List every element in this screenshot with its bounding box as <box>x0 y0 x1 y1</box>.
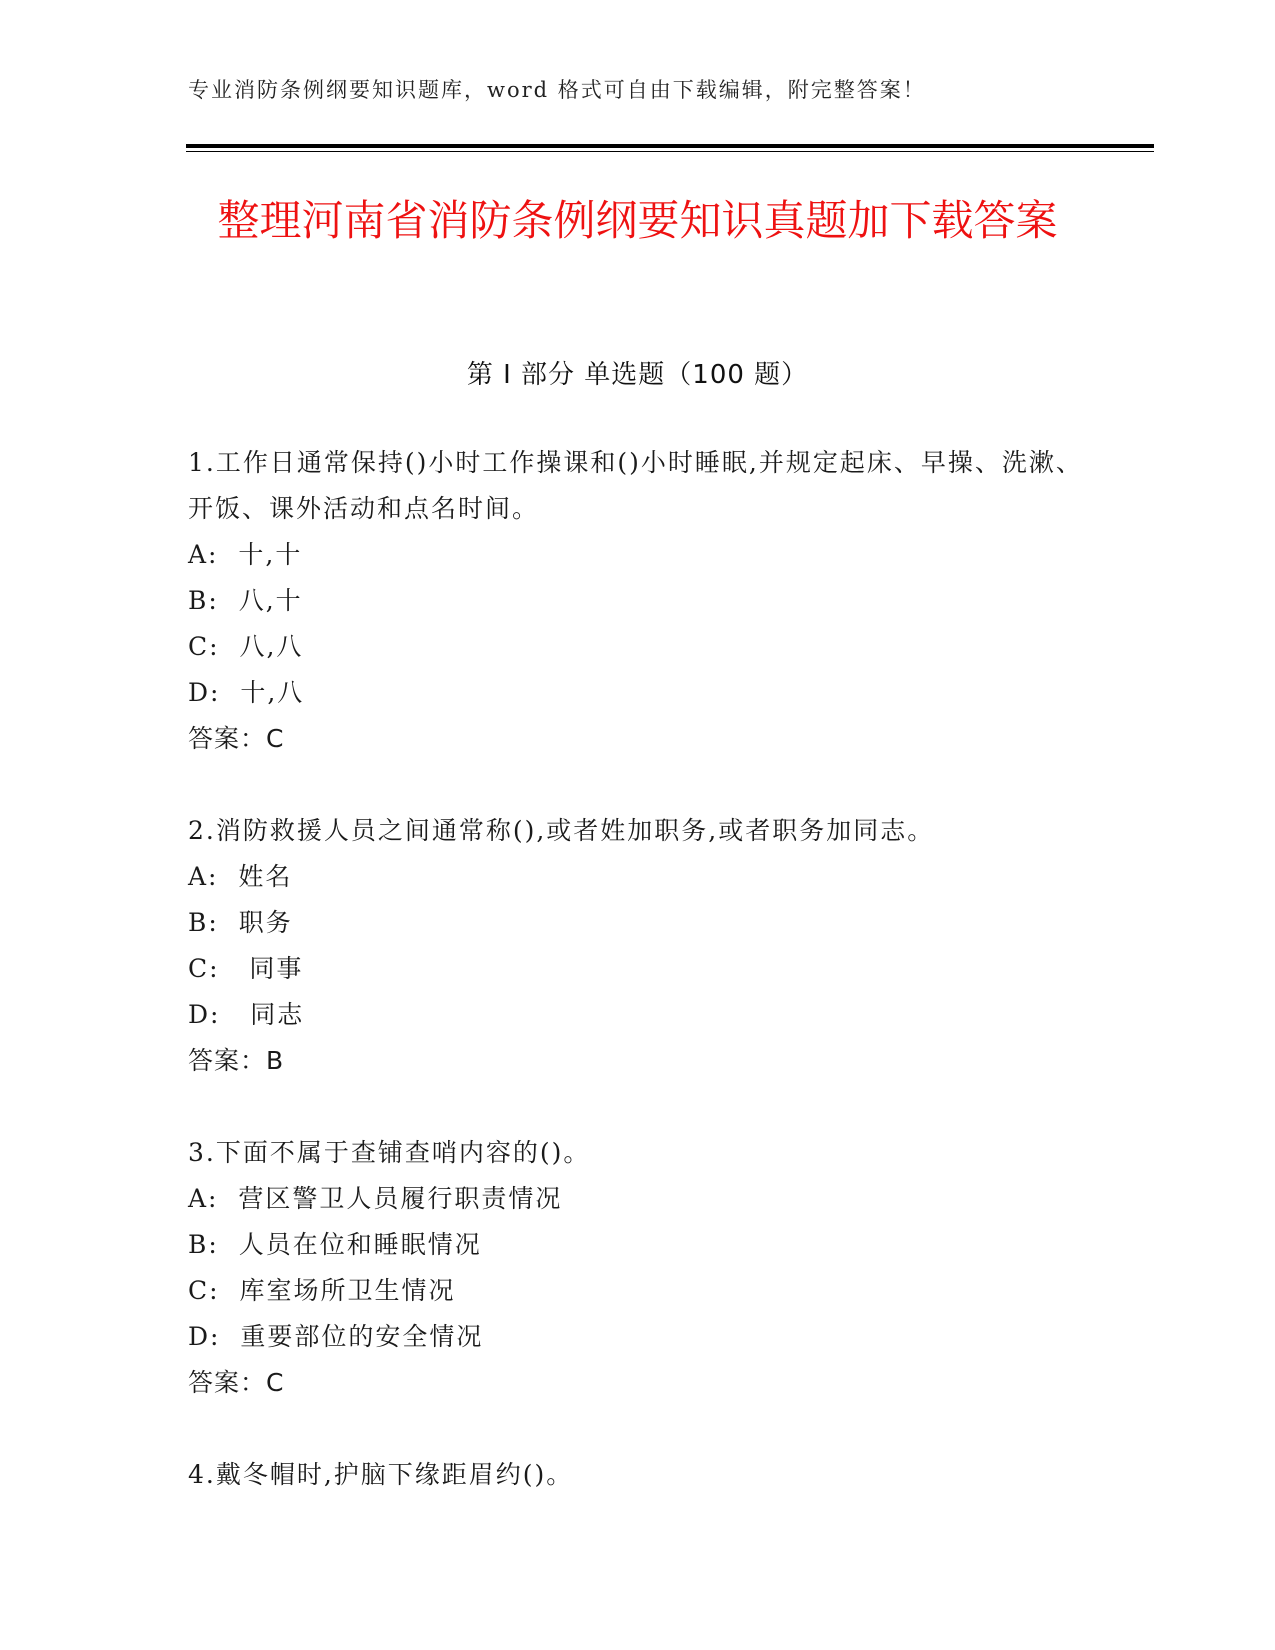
option-d: D: 十,八 <box>188 678 305 707</box>
option-d: D: 重要部位的安全情况 <box>188 1322 484 1351</box>
question-stem: 2.消防救援人员之间通常称(),或者姓加职务,或者职务加同志。 <box>188 816 935 845</box>
option-b: B: 职务 <box>188 908 293 937</box>
question-list <box>188 440 1088 1544</box>
question-stem: 1.工作日通常保持()小时工作操课和()小时睡眠,并规定起床、早操、洗漱、开饭、课外活动和点名时间。 <box>188 448 1083 523</box>
section-title: 第 I 部分 单选题（100 题） <box>466 360 809 390</box>
question-4 <box>188 1452 1088 1498</box>
option-b: B: 人员在位和睡眠情况 <box>188 1230 482 1259</box>
option-a: A: 营区警卫人员履行职责情况 <box>188 1184 563 1213</box>
question-stem: 4.戴冬帽时,护脑下缘距眉约()。 <box>188 1460 574 1489</box>
question-answer: 答案：C <box>188 1368 285 1397</box>
option-b: B: 八,十 <box>188 586 303 615</box>
option-c: C: 库室场所卫生情况 <box>188 1276 456 1305</box>
question-1 <box>188 440 1088 762</box>
question-answer: 答案：C <box>188 724 285 753</box>
option-d: D: 同志 <box>188 1000 305 1029</box>
document-title: 整理河南省消防条例纲要知识真题加下载答案 <box>217 196 1058 245</box>
question-stem: 3.下面不属于查铺查哨内容的()。 <box>188 1138 591 1167</box>
option-c: C: 同事 <box>188 954 304 983</box>
header-note: 专业消防条例纲要知识题库，word 格式可自由下载编辑，附完整答案！ <box>188 78 926 102</box>
header-rule-thick <box>186 144 1154 148</box>
question-answer: 答案：B <box>188 1046 285 1075</box>
header-rule-thin <box>186 151 1154 152</box>
question-2 <box>188 808 1088 1084</box>
option-a: A: 十,十 <box>188 540 303 569</box>
option-c: C: 八,八 <box>188 632 304 661</box>
option-a: A: 姓名 <box>188 862 293 891</box>
question-3 <box>188 1130 1088 1406</box>
